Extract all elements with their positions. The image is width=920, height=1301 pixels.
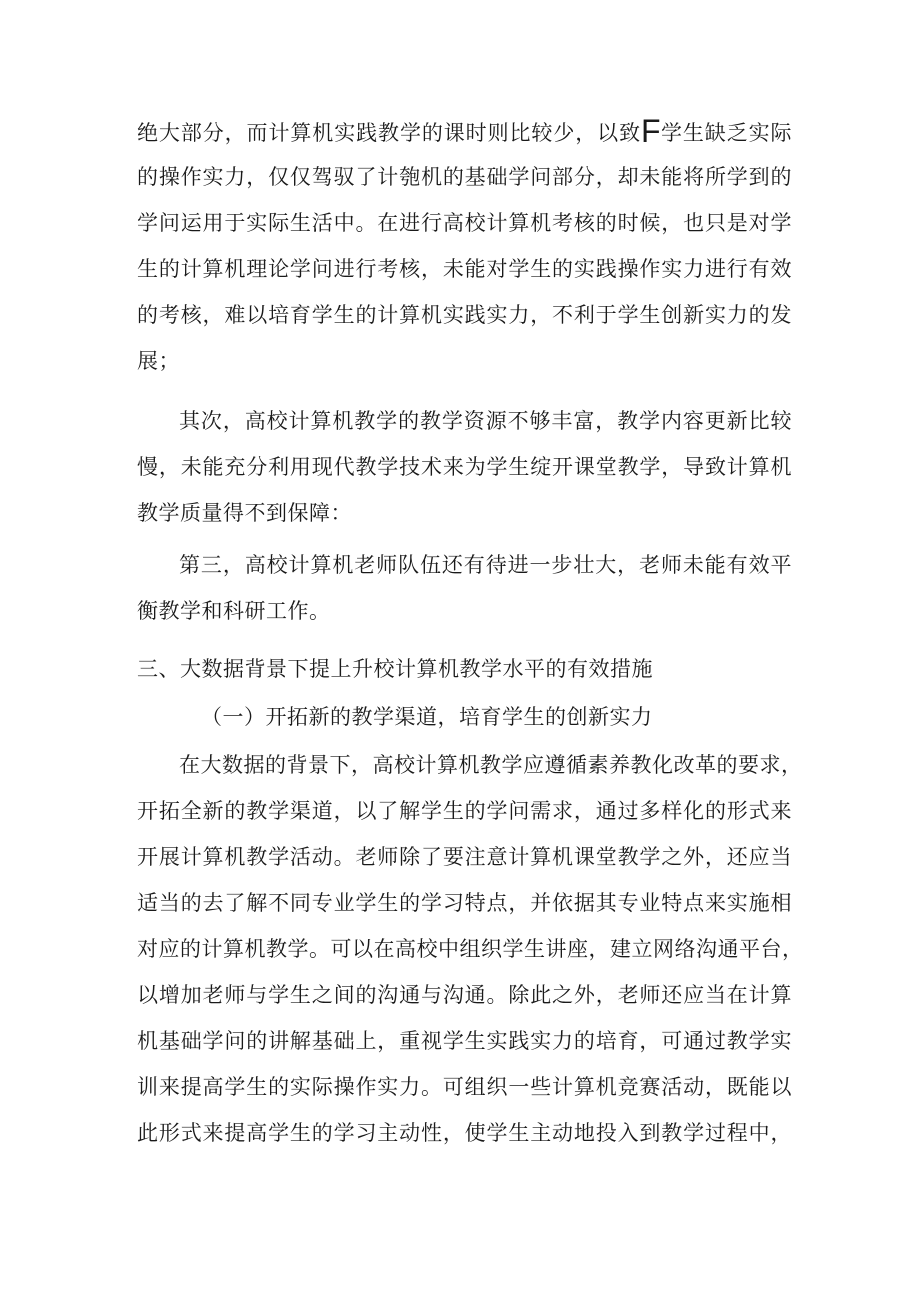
paragraph-4-line-6: 以增加老师与学生之间的沟通与沟通。除此之外，老师还应当在计算: [137, 983, 792, 1007]
paragraph-1-line-4: 生的计算机理论学问进行考核，未能对学生的实践操作实力进行有效: [137, 257, 792, 281]
paragraph-4-line-5: 对应的计算机教学。可以在高校中组织学生讲座，建立网络沟通平台，: [137, 937, 804, 961]
paragraph-1-line-5: 的考核，难以培育学生的计算机实践实力，不利于学生创新实力的发: [137, 303, 792, 327]
paragraph-2-line-1: 其次，高校计算机教学的教学资源不够丰富，教学内容更新比较: [179, 409, 792, 433]
paragraph-1-line-2: 的操作实力，仅仅驾驭了计匏机的基础学问部分，却未能将所学到的: [137, 165, 792, 189]
stray-glyph: F: [640, 113, 661, 149]
paragraph-2-line-2: 慢，未能充分利用现代教学技术来为学生绽开课堂教学，导致计算机: [137, 455, 792, 479]
paragraph-1-line-3: 学问运用于实际生活中。在进行高校计算机考核的时候，也只是对学: [137, 211, 792, 235]
text-segment: 绝大部分，而计算机实践教学的课时则比较少，以致: [137, 121, 641, 145]
section-heading: 三、大数据背景下提上升校计算机教学水平的有效措施: [137, 657, 653, 681]
paragraph-4-line-9: 此形式来提高学生的学习主动性，使学生主动地投入到教学过程中，: [137, 1121, 792, 1145]
paragraph-1-line-6: 展；: [137, 349, 180, 373]
paragraph-4-line-4: 适当的去了解不同专业学生的学习特点，并依据其专业特点来实施相: [137, 891, 792, 915]
paragraph-1-line-1: [137, 113, 793, 149]
paragraph-4-line-2: 开拓全新的教学渠道，以了解学生的学问需求，通过多样化的形式来: [137, 799, 792, 823]
paragraph-2-line-3: 教学质量得不到保障：: [137, 501, 352, 525]
paragraph-4-line-8: 训来提高学生的实际操作实力。可组织一些计算机竞赛活动，既能以: [137, 1075, 792, 1099]
subsection-heading: （一）开拓新的教学渠道，培育学生的创新实力: [201, 705, 653, 729]
paragraph-4-line-7: 机基础学问的讲解基础上，重视学生实践实力的培育，可通过教学实: [137, 1029, 792, 1053]
paragraph-4-line-1: 在大数据的背景下，高校计算机教学应遵循素养教化改革的要求，: [179, 753, 803, 777]
paragraph-3-line-1: 第三，高校计算机老师队伍还有待进一步壮大，老师未能有效平: [179, 553, 792, 577]
paragraph-4-line-3: 开展计算机教学活动。老师除了要注意计算机课堂教学之外，还应当: [137, 845, 792, 869]
paragraph-3-line-2: 衡教学和科研工作。: [137, 599, 331, 623]
text-segment: 学生缺乏实际: [660, 121, 793, 145]
